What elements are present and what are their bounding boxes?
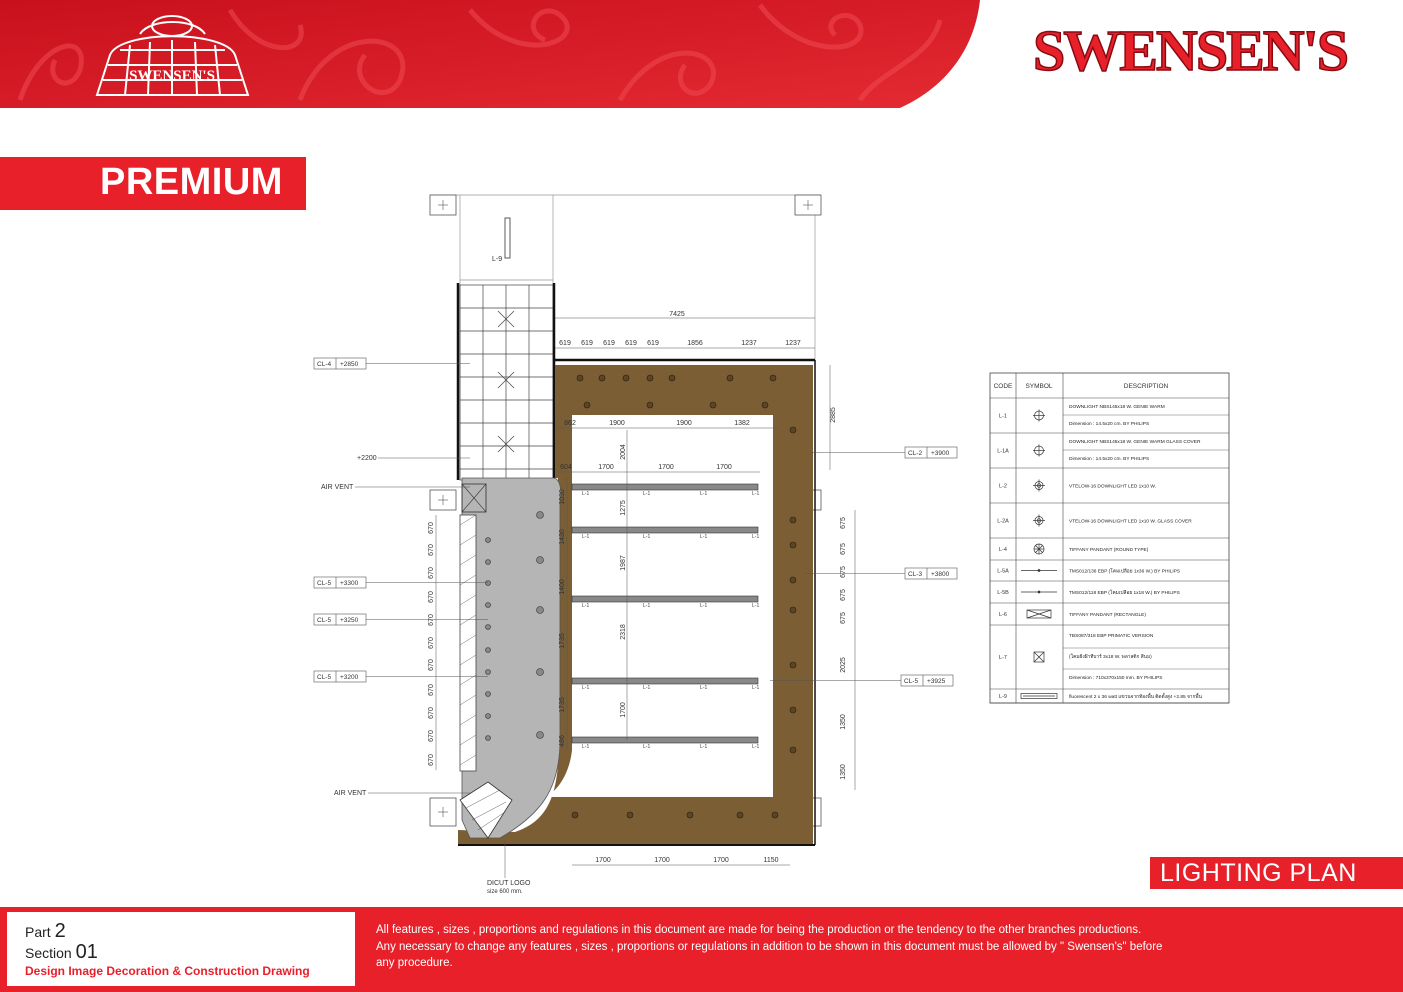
callout-height: +3300 bbox=[340, 580, 359, 587]
legend-code: L-1 bbox=[999, 413, 1007, 420]
dimension-label: 670 bbox=[428, 637, 435, 649]
legend-code: L-1A bbox=[997, 448, 1009, 455]
dimension-label: 619 bbox=[559, 340, 571, 347]
air-vent-label-top: AIR VENT bbox=[321, 484, 354, 491]
legend-description-line: Dimension : 14.5x20 cm. BY PHILIPS bbox=[1069, 457, 1150, 462]
legend-code: L-4 bbox=[999, 547, 1007, 553]
grey-bulkhead bbox=[462, 478, 561, 838]
legend-code: L-9 bbox=[999, 694, 1007, 700]
dimension-label: 670 bbox=[428, 754, 435, 766]
dimension-label: 1856 bbox=[687, 340, 703, 347]
dimension-label: 1382 bbox=[734, 420, 750, 427]
svg-text:L-1: L-1 bbox=[582, 534, 590, 540]
svg-text:L-1: L-1 bbox=[643, 534, 651, 540]
legend-description-line: TBS087/318 EBP PRIMATIC VERSION bbox=[1069, 634, 1154, 639]
footer-label-box bbox=[7, 912, 355, 986]
dimension-label: 670 bbox=[428, 684, 435, 696]
dimension-label: 1700 bbox=[595, 857, 611, 864]
dimension-label: 1237 bbox=[741, 340, 757, 347]
dim-overall: 7425 bbox=[669, 311, 685, 318]
dimension-label: 2004 bbox=[620, 444, 627, 460]
legend-description-line: Dimension : 14.5x20 cm. BY PHILIPS bbox=[1069, 422, 1150, 427]
ceiling-callout-cl-3 bbox=[805, 568, 957, 579]
callout-code: CL-4 bbox=[317, 361, 332, 368]
callout-height: +3250 bbox=[340, 617, 359, 624]
brand-logo: SWENSEN'S bbox=[1032, 18, 1348, 83]
dimension-label: 1275 bbox=[620, 500, 627, 516]
dimension-label: 1150 bbox=[763, 857, 779, 864]
dimension-label: 1430 bbox=[559, 529, 566, 545]
svg-text:L-1: L-1 bbox=[700, 685, 708, 691]
ceiling-callout-cl-4 bbox=[314, 358, 470, 369]
callout-code: CL-2 bbox=[908, 450, 923, 457]
left-dimensions bbox=[428, 522, 435, 766]
svg-text:L-1: L-1 bbox=[582, 603, 590, 609]
right-dimensions bbox=[830, 407, 847, 780]
callout-code: CL-5 bbox=[317, 674, 332, 681]
dimension-label: 1030 bbox=[559, 489, 566, 505]
level-2200: +2200 bbox=[357, 455, 377, 462]
legend-description-line: TIFFANY PANDANT (RECTANGLE) bbox=[1069, 613, 1146, 618]
legend-description-line: TIFFANY PANDANT (ROUND TYPE) bbox=[1069, 548, 1149, 553]
lighting-plan-drawing bbox=[300, 185, 960, 900]
dimension-label: 675 bbox=[840, 517, 847, 529]
dimension-label: 1700 bbox=[716, 464, 732, 471]
top-banner bbox=[0, 0, 1403, 108]
svg-text:L-1: L-1 bbox=[752, 603, 760, 609]
svg-text:L-1: L-1 bbox=[700, 491, 708, 497]
disclaimer-text bbox=[376, 922, 1276, 972]
dimension-label: 675 bbox=[840, 612, 847, 624]
dimension-label: 675 bbox=[840, 543, 847, 555]
legend-code: L-5A bbox=[997, 568, 1009, 575]
dimension-label: 2025 bbox=[840, 657, 847, 673]
dimension-label: 1350 bbox=[840, 764, 847, 780]
dimension-label: 1700 bbox=[654, 857, 670, 864]
legend-code: L-7 bbox=[999, 655, 1007, 661]
dimension-label: 619 bbox=[603, 340, 615, 347]
dimension-label: 486 bbox=[559, 735, 566, 747]
svg-text:L-1: L-1 bbox=[582, 491, 590, 497]
callout-code: CL-5 bbox=[317, 617, 332, 624]
callout-height: +3800 bbox=[931, 571, 950, 578]
part-number: Part 2 bbox=[25, 920, 66, 942]
svg-text:L-1: L-1 bbox=[582, 685, 590, 691]
svg-text:L-1: L-1 bbox=[752, 491, 760, 497]
dimension-label: 619 bbox=[581, 340, 593, 347]
dimension-label: 1700 bbox=[658, 464, 674, 471]
legend-description-line: Dimension : 710x370x150 mm. BY PHILIPS bbox=[1069, 676, 1163, 681]
legend-description-line: (โคมฝังฝ้าทีบาร์ 3x18 W. พลาสติก สีนม) bbox=[1069, 655, 1152, 660]
dimension-label: 1350 bbox=[840, 714, 847, 730]
dimension-label: 1987 bbox=[620, 555, 627, 571]
callout-height: +2850 bbox=[340, 361, 359, 368]
dimension-label: 1900 bbox=[609, 420, 625, 427]
dimension-label: 670 bbox=[428, 730, 435, 742]
callout-code: CL-3 bbox=[908, 571, 923, 578]
ceiling-callout-cl-2 bbox=[810, 447, 957, 458]
dimension-label: 1400 bbox=[559, 579, 566, 595]
svg-text:L-1: L-1 bbox=[700, 744, 708, 750]
dimension-label: 604 bbox=[560, 464, 572, 471]
lighting-legend-table bbox=[989, 372, 1230, 704]
dimension-label: 1735 bbox=[559, 697, 566, 713]
premium-badge bbox=[0, 157, 306, 210]
legend-description-line: DOWNLIGHT NBS145x18 W. GENIE WARM bbox=[1069, 405, 1165, 410]
disclaimer-line-2: Any necessary to change any features , sizes , proportions or regulations in addition to be shown in this document must be allowed by " Swensen's" before bbox=[376, 940, 1163, 953]
bottom-dimensions bbox=[595, 857, 778, 864]
premium-label: PREMIUM bbox=[100, 161, 283, 203]
dimension-label: 670 bbox=[428, 522, 435, 534]
dimension-label: 619 bbox=[625, 340, 637, 347]
callout-height: +3200 bbox=[340, 674, 359, 681]
dimension-label: 670 bbox=[428, 659, 435, 671]
stair-grid bbox=[460, 285, 553, 480]
dimension-label: 670 bbox=[428, 614, 435, 626]
footer bbox=[0, 907, 1403, 992]
legend-header-symbol: SYMBOL bbox=[1025, 383, 1053, 390]
round-pendant-icon bbox=[1034, 544, 1044, 554]
legend-header-description: DESCRIPTION bbox=[1123, 383, 1169, 390]
legend-code: L-6 bbox=[999, 612, 1007, 618]
dimension-label: 2318 bbox=[620, 624, 627, 640]
svg-text:L-1: L-1 bbox=[700, 534, 708, 540]
legend-code: L-2 bbox=[999, 483, 1007, 490]
dimension-label: 1900 bbox=[676, 420, 692, 427]
legend-description-line: VTELOW-16 DOWNLIGHT LED 1x10 W. GLASS COVER bbox=[1069, 519, 1192, 525]
dicut-logo-size: size 600 mm. bbox=[487, 889, 523, 895]
dimension-label: 675 bbox=[840, 589, 847, 601]
svg-text:L-1: L-1 bbox=[700, 603, 708, 609]
callout-code: CL-5 bbox=[904, 678, 919, 685]
dimension-label: 1700 bbox=[620, 702, 627, 718]
legend-code: L-2A bbox=[997, 518, 1009, 525]
disclaimer-line-1: All features , sizes , proportions and regulations in this document are made for being the production or the tendency to the other branches productions. bbox=[376, 924, 1142, 936]
legend-header-code: CODE bbox=[993, 383, 1013, 390]
legend-description-line: TMS012/118 EBP (โคมเปลือย 1x18 W.) BY PHILIPS bbox=[1069, 591, 1180, 596]
dimension-label: 1700 bbox=[598, 464, 614, 471]
dimension-label: 619 bbox=[647, 340, 659, 347]
dimension-label: 1237 bbox=[785, 340, 801, 347]
dicut-logo-label: DICUT LOGO bbox=[487, 880, 531, 887]
legend-description-line: VTELOW-16 DOWNLIGHT LED 1x10 W. bbox=[1069, 484, 1156, 490]
legend-description-line: DOWNLIGHT NBS145x18 W. GENIE WARM GLASS COVER bbox=[1069, 440, 1201, 445]
callout-height: +3900 bbox=[931, 450, 950, 457]
lighting-plan-badge bbox=[1150, 857, 1403, 889]
legend-description-line: fluorescent 2 x 36 watt แขวนจากท้องพื้น ติดตั้งสูง +2.85 จากพื้น bbox=[1069, 695, 1202, 700]
svg-text:L-1: L-1 bbox=[752, 534, 760, 540]
dimension-label: 675 bbox=[840, 566, 847, 578]
callout-height: +3925 bbox=[927, 678, 946, 685]
svg-text:L-1: L-1 bbox=[643, 744, 651, 750]
svg-text:L-1: L-1 bbox=[643, 685, 651, 691]
svg-text:L-1: L-1 bbox=[643, 491, 651, 497]
legend-description-line: TMS012/136 EBP (โคมเปลือย 1x36 W.) BY PHILIPS bbox=[1069, 569, 1181, 575]
dimension-label: 670 bbox=[428, 567, 435, 579]
top-dimensions bbox=[559, 340, 801, 347]
dimension-label: 1700 bbox=[713, 857, 729, 864]
dimension-label: 1735 bbox=[559, 633, 566, 649]
svg-text:L-1: L-1 bbox=[752, 744, 760, 750]
callout-code: CL-5 bbox=[317, 580, 332, 587]
svg-text:L-1: L-1 bbox=[582, 744, 590, 750]
section-number: Section 01 bbox=[25, 941, 98, 963]
dimension-label: 670 bbox=[428, 707, 435, 719]
dimension-label: 862 bbox=[564, 420, 576, 427]
l9-tag: L-9 bbox=[492, 256, 503, 263]
dimension-label: 2885 bbox=[830, 407, 837, 423]
svg-text:L-1: L-1 bbox=[752, 685, 760, 691]
legend-code: L-5B bbox=[997, 590, 1009, 596]
dimension-label: 670 bbox=[428, 544, 435, 556]
lighting-plan-title: LIGHTING PLAN bbox=[1160, 859, 1357, 887]
crest-text: SWENSEN'S bbox=[129, 68, 215, 84]
svg-text:L-1: L-1 bbox=[643, 603, 651, 609]
air-vent-label-bottom: AIR VENT bbox=[334, 790, 367, 797]
dimension-label: 670 bbox=[428, 591, 435, 603]
document-subtitle: Design Image Decoration & Construction Drawing bbox=[25, 964, 310, 978]
disclaimer-line-3: any procedure. bbox=[376, 957, 453, 969]
